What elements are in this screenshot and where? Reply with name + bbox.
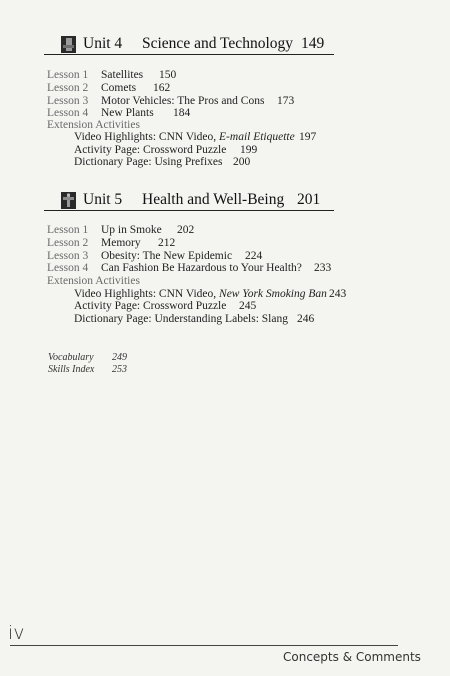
extension-item: Dictionary Page: Using Prefixes <box>74 156 223 168</box>
book-title: Concepts & Comments <box>283 650 421 664</box>
extension-page: 197 <box>299 131 317 143</box>
extension-italic: New York Smoking Ban <box>219 288 327 300</box>
unit-5-icon <box>61 192 76 209</box>
lesson-title: Up in Smoke <box>101 224 162 236</box>
lesson-label: Lesson 2 <box>47 82 89 94</box>
lesson-page: 162 <box>153 82 171 94</box>
extension-heading: Extension Activities <box>47 119 140 131</box>
lesson-label: Lesson 1 <box>47 69 89 81</box>
lesson-page: 212 <box>158 237 176 249</box>
extension-item: Dictionary Page: Understanding Labels: Slang <box>74 313 288 325</box>
extension-item: Activity Page: Crossword Puzzle <box>74 144 227 156</box>
lesson-label: Lesson 2 <box>47 237 89 249</box>
extension-item: Activity Page: Crossword Puzzle <box>74 300 227 312</box>
lesson-label: Lesson 4 <box>47 107 89 119</box>
lesson-label: Lesson 1 <box>47 224 89 236</box>
extension-page: 243 <box>329 288 347 300</box>
lesson-title: Comets <box>101 82 137 94</box>
extension-item <box>74 288 327 300</box>
unit-4-icon <box>61 36 76 53</box>
lesson-label: Lesson 3 <box>47 250 89 262</box>
extension-prefix: Video Highlights: CNN Video, <box>74 288 220 300</box>
lesson-title: Motor Vehicles: The Pros and Cons <box>101 95 265 107</box>
lesson-page: 233 <box>314 262 332 274</box>
lesson-label: Lesson 4 <box>47 262 89 274</box>
unit-4-topic: Science and Technology <box>142 35 293 52</box>
lesson-label: Lesson 3 <box>47 95 89 107</box>
unit-4-title: Unit 4 <box>83 35 123 52</box>
extension-page: 200 <box>233 156 251 168</box>
lesson-title: Memory <box>101 237 141 249</box>
extension-page: 246 <box>297 313 315 325</box>
extension-page: 199 <box>240 144 258 156</box>
vocabulary-page: 249 <box>112 352 127 363</box>
extension-heading: Extension Activities <box>47 275 140 287</box>
unit-5-rule <box>44 210 334 211</box>
page-number: iv <box>8 622 25 644</box>
lesson-title: Can Fashion Be Hazardous to Your Health? <box>101 262 302 274</box>
extension-page: 245 <box>239 300 257 312</box>
lesson-page: 173 <box>277 95 295 107</box>
lesson-title: New Plants <box>101 107 154 119</box>
unit-5-topic: Health and Well-Being <box>142 191 285 208</box>
footer-rule <box>10 645 398 646</box>
lesson-title: Obesity: The New Epidemic <box>101 250 233 262</box>
skills-index-label: Skills Index <box>48 364 95 375</box>
unit-4-page: 149 <box>301 35 325 52</box>
vocabulary-label: Vocabulary <box>48 352 94 363</box>
skills-index-page: 253 <box>112 364 127 375</box>
extension-italic: E-mail Etiquette <box>219 131 295 143</box>
unit-5-title: Unit 5 <box>83 191 123 208</box>
lesson-title: Satellites <box>101 69 144 81</box>
lesson-page: 202 <box>177 224 195 236</box>
unit-4-rule <box>44 54 334 55</box>
lesson-page: 224 <box>245 250 263 262</box>
lesson-page: 150 <box>159 69 177 81</box>
extension-prefix: Video Highlights: CNN Video, <box>74 131 220 143</box>
extension-item <box>74 131 295 143</box>
lesson-page: 184 <box>173 107 191 119</box>
unit-5-page: 201 <box>297 191 321 208</box>
